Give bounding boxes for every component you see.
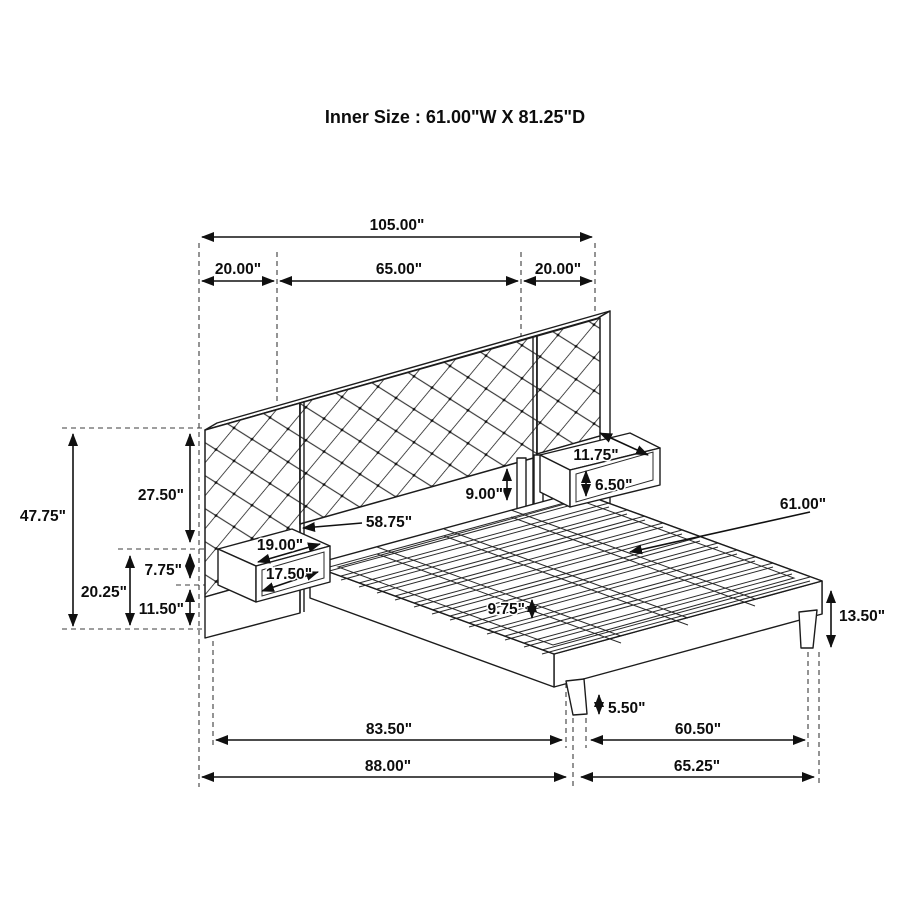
- dim-label-shelf-height: 7.75": [144, 562, 182, 579]
- dim-label-slat-spacing: 9.75": [487, 601, 525, 618]
- bed-leg: [799, 610, 817, 648]
- dim-label-overall-width: 105.00": [369, 217, 425, 234]
- dim-label-right-shelf-depth: 11.75": [573, 447, 619, 464]
- dim-label-overall-depth: 88.00": [364, 758, 412, 775]
- dim-label-left-panel-width: 20.00": [214, 261, 262, 278]
- dim-label-lower-section-height: 20.25": [80, 584, 127, 601]
- dim-label-panel-height: 47.75": [19, 508, 66, 525]
- left-wing-panel: [205, 403, 300, 638]
- dimensions: [20, 217, 885, 777]
- dim-label-headboard-width: 65.00": [375, 261, 423, 278]
- dim-label-right-panel-width: 20.00": [534, 261, 582, 278]
- dim-label-inner-width: 61.00": [779, 496, 827, 513]
- dim-label-leg-height: 5.50": [608, 700, 646, 717]
- dim-overall-depth: [202, 758, 566, 777]
- dim-panel-height: [20, 434, 73, 626]
- dim-label-frame-length: 83.50": [365, 721, 413, 738]
- dim-label-right-shelf-opening: 6.50": [595, 477, 633, 494]
- dim-label-shelf-depth: 19.00": [256, 537, 304, 554]
- dim-leg-height: [599, 695, 646, 717]
- dim-overall-width: [202, 217, 592, 237]
- inner-size-title: Inner Size : 61.00"W X 81.25"D: [324, 107, 586, 127]
- dim-left-panel-width: [202, 261, 274, 281]
- dim-lower-section-height: [81, 556, 130, 625]
- dim-frame-height: [831, 591, 885, 647]
- dim-label-headboard-panel-height: 27.50": [137, 487, 184, 504]
- dim-label-headboard-gap: 9.00": [465, 486, 503, 503]
- dim-label-foot-width: 60.50": [674, 721, 722, 738]
- dim-shelf-clearance: [139, 590, 190, 625]
- dim-foot-width: [591, 721, 805, 740]
- dim-label-rail-length: 58.75": [365, 514, 413, 531]
- dim-label-overall-foot-width: 65.25": [673, 758, 721, 775]
- dim-label-frame-height: 13.50": [839, 608, 886, 625]
- extension-lines: [62, 243, 819, 787]
- bed-leg: [566, 679, 587, 715]
- dim-label-shelf-width: 17.50": [265, 566, 313, 583]
- dim-headboard-panel-height: [138, 434, 190, 542]
- dim-right-panel-width: [524, 261, 592, 281]
- dim-frame-length: [216, 721, 562, 740]
- dim-headboard-width: [280, 261, 518, 281]
- dim-label-shelf-clearance: 11.50": [138, 601, 184, 618]
- dim-shelf-height: [144, 554, 190, 579]
- dim-overall-foot-width: [581, 758, 814, 777]
